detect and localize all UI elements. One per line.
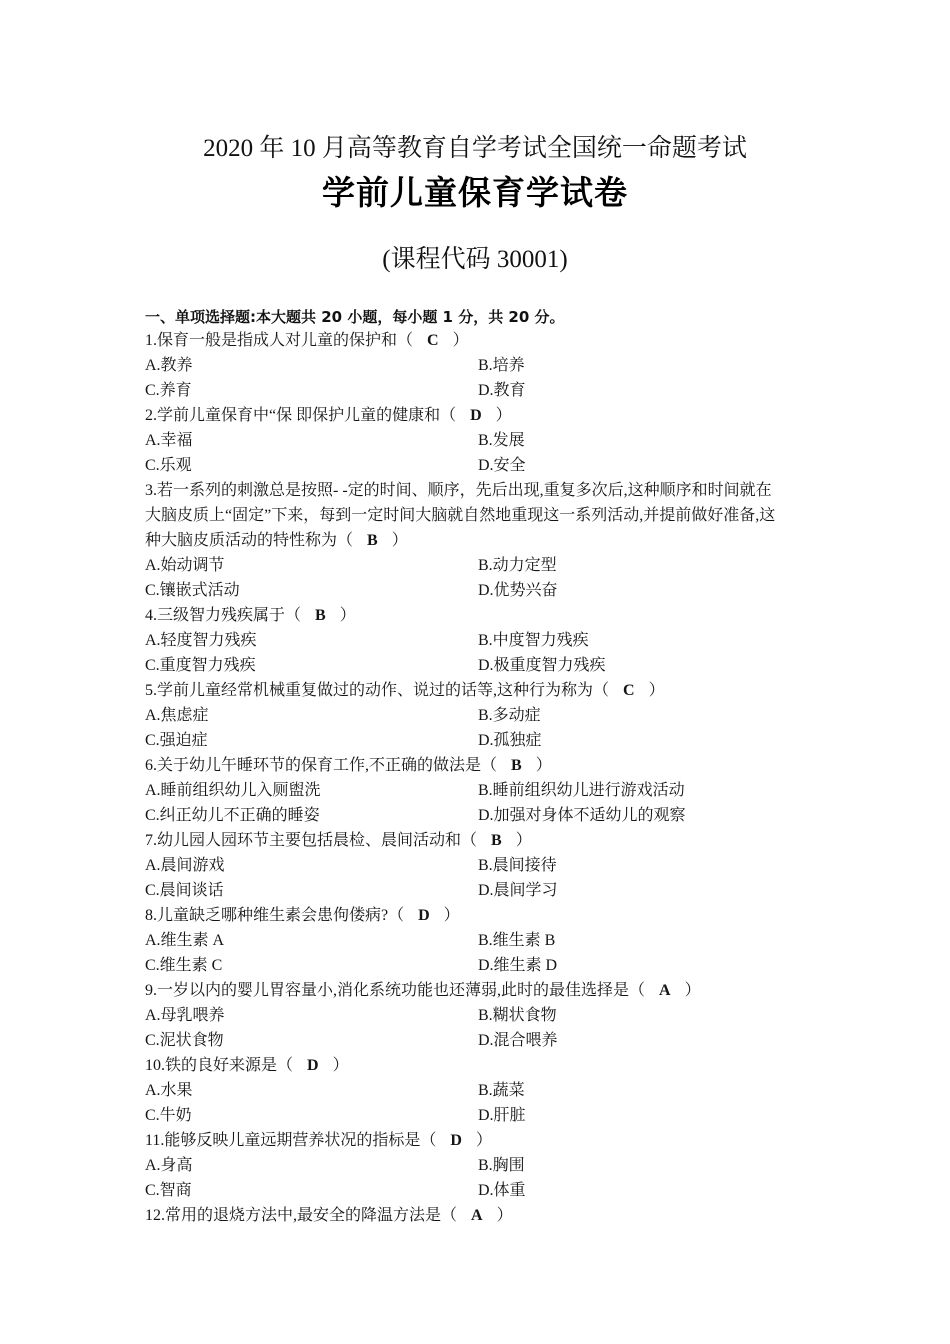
option-row: [145, 953, 815, 978]
question-item: [145, 1128, 815, 1203]
course-code: (课程代码 30001): [382, 246, 568, 273]
option-c: C.晨间谈话: [145, 882, 224, 899]
option-d: D.肝脏: [478, 1107, 526, 1124]
section-heading: 一、单项选择题:本大题共 20 小题，每小题 1 分，共 20 分。: [145, 308, 565, 326]
question-stem-text: 种大脑皮质活动的特性称为（: [145, 532, 354, 549]
option-c: C.维生素 C: [145, 957, 223, 974]
option-row: [145, 353, 815, 378]
question-item: [145, 328, 815, 403]
question-stem-line: [145, 528, 815, 553]
option-row: [145, 1153, 815, 1178]
close-paren: ）: [684, 982, 701, 999]
answer-key: B: [511, 757, 522, 774]
paper-title: 学前儿童保育学试卷: [322, 173, 628, 212]
option-a: A.教养: [145, 357, 193, 374]
question-stem-line: [145, 903, 815, 928]
question-stem-line: [145, 1203, 815, 1228]
question-stem-text: 4.三级智力残疾属于（: [145, 607, 302, 624]
option-a: A.水果: [145, 1082, 193, 1099]
question-stem-text: 12.常用的退烧方法中,最安全的降温方法是（: [145, 1207, 458, 1224]
question-item: [145, 1053, 815, 1128]
question-stem-line: [145, 978, 815, 1003]
option-row: [145, 553, 815, 578]
option-b: B.中度智力残疾: [478, 632, 589, 649]
question-stem-line: [145, 403, 815, 428]
question-stem-line: [145, 1128, 815, 1153]
option-row: [145, 1103, 815, 1128]
answer-key: C: [623, 682, 635, 699]
option-a: A.焦虑症: [145, 707, 209, 724]
option-a: A.轻度智力残疾: [145, 632, 257, 649]
option-b: B.多动症: [478, 707, 541, 724]
option-a: A.身高: [145, 1157, 193, 1174]
option-row: [145, 578, 815, 603]
option-row: [145, 653, 815, 678]
option-a: A.母乳喂养: [145, 1007, 225, 1024]
question-item: [145, 678, 815, 753]
question-stem-text: 8.儿童缺乏哪种维生素会患佝偻病?（: [145, 907, 405, 924]
option-row: [145, 728, 815, 753]
option-d: D.优势兴奋: [478, 582, 558, 599]
option-row: [145, 878, 815, 903]
option-b: B.动力定型: [478, 557, 557, 574]
question-item: [145, 478, 815, 603]
option-c: C.智商: [145, 1182, 192, 1199]
close-paren: ）: [496, 1207, 513, 1224]
option-row: [145, 1178, 815, 1203]
question-item: [145, 753, 815, 828]
option-row: [145, 1003, 815, 1028]
question-item: [145, 903, 815, 978]
option-c: C.镶嵌式活动: [145, 582, 240, 599]
option-b: B.发展: [478, 432, 525, 449]
option-d: D.体重: [478, 1182, 526, 1199]
option-d: D.维生素 D: [478, 957, 558, 974]
option-row: [145, 703, 815, 728]
close-paren: ）: [339, 607, 356, 624]
question-stem-text: 1.保育一般是指成人对儿童的保护和（: [145, 332, 414, 349]
option-d: D.晨间学习: [478, 882, 558, 899]
option-c: C.强迫症: [145, 732, 208, 749]
option-c: C.乐观: [145, 457, 192, 474]
close-paren: ）: [648, 682, 665, 699]
option-b: B.糊状食物: [478, 1007, 557, 1024]
answer-key: D: [418, 907, 430, 924]
option-c: C.重度智力残疾: [145, 657, 256, 674]
option-d: D.教育: [478, 382, 526, 399]
question-stem-line: [145, 503, 815, 528]
question-item: [145, 978, 815, 1053]
option-row: [145, 803, 815, 828]
close-paren: ）: [535, 757, 552, 774]
option-d: D.混合喂养: [478, 1032, 558, 1049]
option-row: [145, 928, 815, 953]
option-b: B.晨间接待: [478, 857, 557, 874]
question-item: [145, 603, 815, 678]
question-stem-text: 大脑皮质上“固定”下来，每到一定时间大脑就自然地重现这一系列活动,并提前做好准备,这: [145, 507, 776, 524]
answer-key: D: [450, 1132, 462, 1149]
option-a: A.睡前组织幼儿入厕盥洗: [145, 782, 321, 799]
option-c: C.牛奶: [145, 1107, 192, 1124]
close-paren: ）: [443, 907, 460, 924]
close-paren: ）: [332, 1057, 349, 1074]
question-stem-line: [145, 603, 815, 628]
option-row: [145, 1028, 815, 1053]
option-b: B.维生素 B: [478, 932, 556, 949]
option-b: B.培养: [478, 357, 525, 374]
option-row: [145, 628, 815, 653]
question-stem-line: [145, 828, 815, 853]
option-d: D.安全: [478, 457, 526, 474]
option-b: B.睡前组织幼儿进行游戏活动: [478, 782, 685, 799]
exam-session-title: 2020 年 10 月高等教育自学考试全国统一命题考试: [203, 135, 747, 162]
close-paren: ）: [391, 532, 408, 549]
answer-key: C: [427, 332, 439, 349]
question-stem-text: 2.学前儿童保育中“保 即保护儿童的健康和（: [145, 407, 457, 424]
close-paren: ）: [495, 407, 512, 424]
question-item: [145, 828, 815, 903]
option-a: A.维生素 A: [145, 932, 225, 949]
option-d: D.加强对身体不适幼儿的观察: [478, 807, 686, 824]
option-d: D.孤独症: [478, 732, 542, 749]
question-stem-line: [145, 678, 815, 703]
question-item: [145, 403, 815, 478]
question-stem-text: 10.铁的良好来源是（: [145, 1057, 294, 1074]
question-list: [145, 328, 815, 1228]
option-b: B.胸围: [478, 1157, 525, 1174]
question-item: [145, 1203, 815, 1228]
answer-key: B: [367, 532, 378, 549]
question-stem-line: [145, 478, 815, 503]
option-c: C.纠正幼儿不正确的睡姿: [145, 807, 320, 824]
option-c: C.养育: [145, 382, 192, 399]
answer-key: A: [659, 982, 671, 999]
option-a: A.晨间游戏: [145, 857, 225, 874]
option-row: [145, 853, 815, 878]
answer-key: D: [470, 407, 482, 424]
answer-key: B: [491, 832, 502, 849]
option-d: D.极重度智力残疾: [478, 657, 606, 674]
answer-key: A: [471, 1207, 483, 1224]
option-b: B.蔬菜: [478, 1082, 525, 1099]
question-stem-line: [145, 328, 815, 353]
question-stem-text: 6.关于幼儿午睡环节的保育工作,不正确的做法是（: [145, 757, 498, 774]
question-stem-text: 11.能够反映儿童远期营养状况的指标是（: [145, 1132, 437, 1149]
question-stem-text: 3.若一系列的刺激总是按照- -定的时间、顺序，先后出现,重复多次后,这种顺序和时间就在: [145, 482, 772, 499]
question-stem-text: 7.幼儿园人园环节主要包括晨检、晨间活动和（: [145, 832, 478, 849]
option-row: [145, 1078, 815, 1103]
question-stem-line: [145, 753, 815, 778]
option-a: A.始动调节: [145, 557, 225, 574]
option-a: A.幸福: [145, 432, 193, 449]
option-c: C.泥状食物: [145, 1032, 224, 1049]
option-row: [145, 428, 815, 453]
close-paren: ）: [515, 832, 532, 849]
answer-key: B: [315, 607, 326, 624]
question-stem-text: 5.学前儿童经常机械重复做过的动作、说过的话等,这种行为称为（: [145, 682, 610, 699]
answer-key: D: [307, 1057, 319, 1074]
question-stem-line: [145, 1053, 815, 1078]
question-stem-text: 9.一岁以内的婴儿胃容量小,消化系统功能也还薄弱,此时的最佳选择是（: [145, 982, 646, 999]
close-paren: ）: [452, 332, 469, 349]
close-paren: ）: [475, 1132, 492, 1149]
option-row: [145, 778, 815, 803]
option-row: [145, 378, 815, 403]
option-row: [145, 453, 815, 478]
